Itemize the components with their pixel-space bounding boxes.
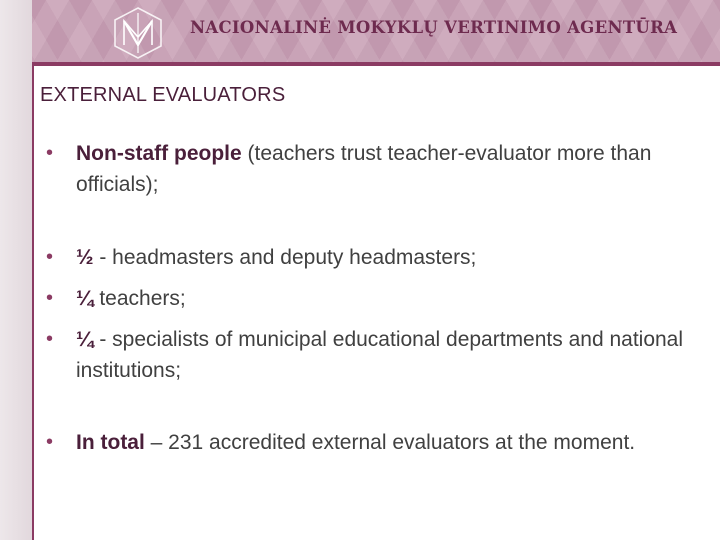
bullet-emphasis: ¼ — [76, 328, 94, 351]
header-divider — [0, 62, 720, 66]
bullet-icon: • — [46, 431, 54, 453]
bullet-text: - specialists of municipal educational departments and national institutions; — [76, 328, 684, 382]
list-item — [46, 324, 686, 386]
bullet-text: teachers; — [93, 287, 186, 310]
nmva-logo-icon — [110, 7, 166, 59]
list-item — [46, 427, 686, 458]
bullet-emphasis: Non-staff people — [76, 142, 242, 165]
bullet-icon: • — [46, 328, 54, 350]
bullet-emphasis: In total — [76, 431, 145, 454]
bullet-text: – 231 accredited external evaluators at the moment. — [144, 431, 636, 454]
bullet-icon: • — [46, 142, 54, 164]
bullet-icon: • — [46, 246, 54, 268]
bullet-emphasis: ½ — [76, 246, 94, 269]
left-side-divider — [32, 62, 34, 540]
list-item — [46, 138, 686, 200]
page-title: EXTERNAL EVALUATORS — [40, 84, 286, 106]
organization-name: NACIONALINĖ MOKYKLŲ VERTINIMO AGENTŪRA — [190, 18, 678, 37]
left-side-bar — [0, 0, 32, 540]
list-item — [46, 283, 686, 314]
bullet-icon: • — [46, 287, 54, 309]
bullet-text: - headmasters and deputy headmasters; — [93, 246, 477, 269]
list-item — [46, 242, 686, 273]
bullet-emphasis: ¼ — [76, 287, 94, 310]
bullet-text: (teachers trust teacher-evaluator more than officials); — [76, 142, 652, 196]
